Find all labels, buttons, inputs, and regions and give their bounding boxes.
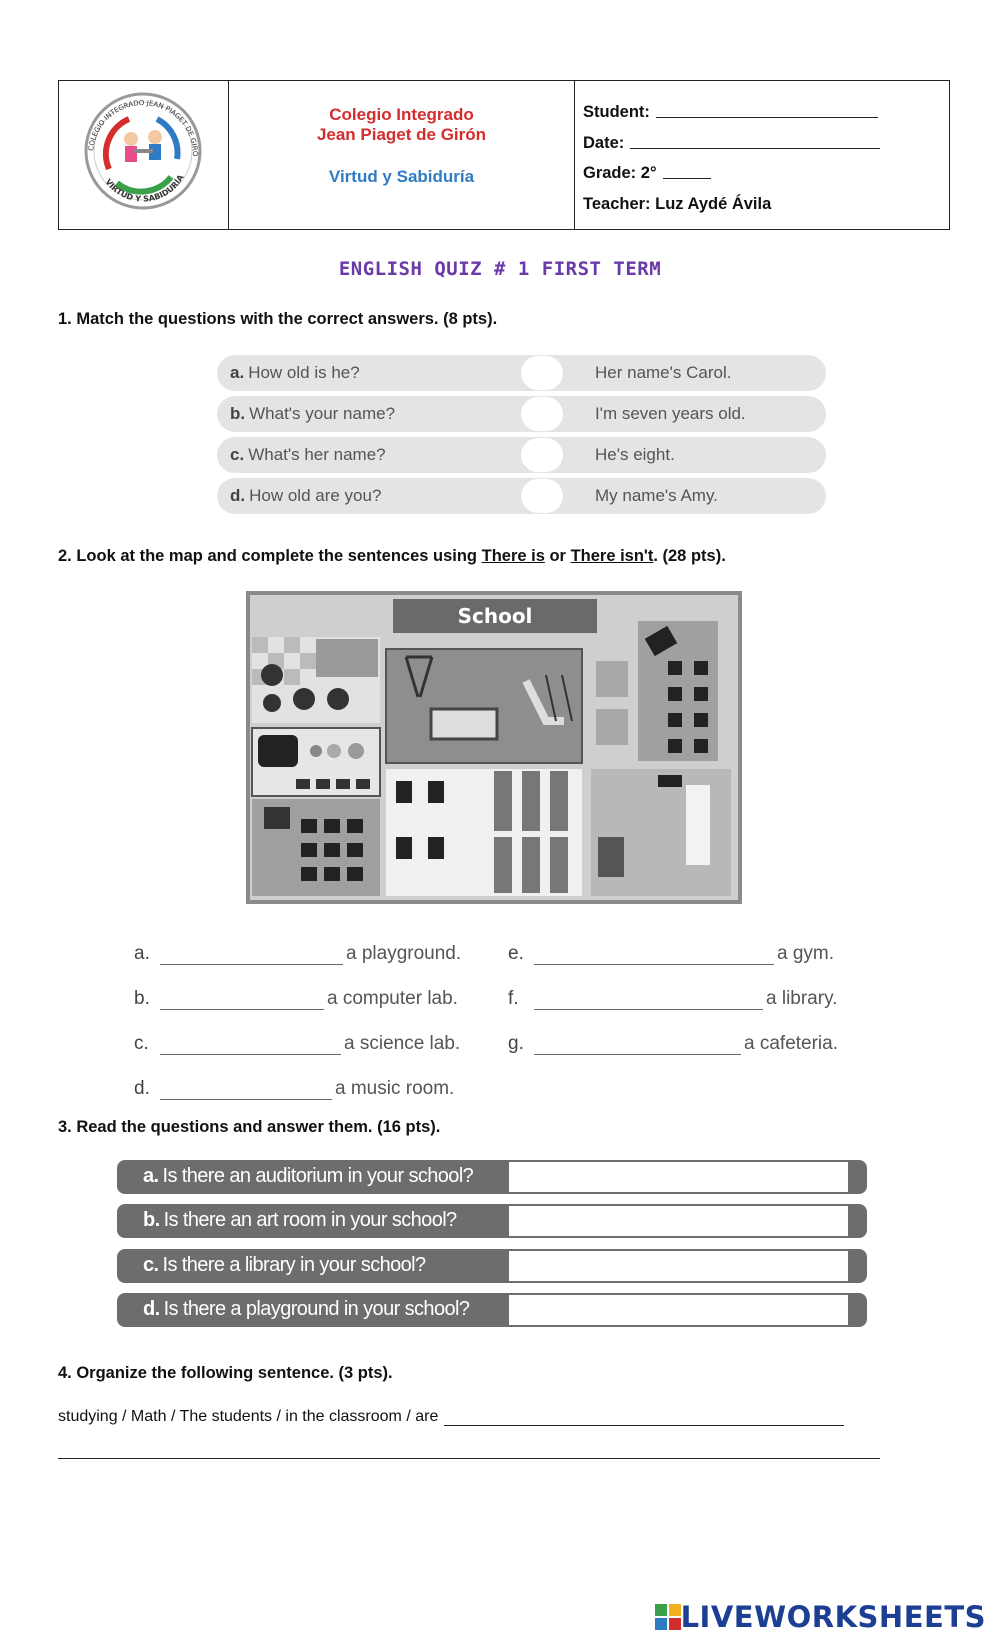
section2-title-post: . (28 pts). xyxy=(653,547,726,565)
fill-text: a playground. xyxy=(346,943,462,964)
school-name-line1: Colegio Integrado xyxy=(329,105,474,124)
fill-text: a gym. xyxy=(777,943,835,964)
match-letter: d. xyxy=(230,486,246,505)
match-letter: c. xyxy=(230,445,245,464)
match-question: How old are you? xyxy=(249,486,382,505)
fill-text: a cafeteria. xyxy=(744,1033,838,1054)
liveworksheets-icon xyxy=(655,1604,681,1630)
fill-blank[interactable] xyxy=(534,947,774,965)
school-motto: Virtud y Sabiduría xyxy=(328,167,475,186)
match-answer-slot[interactable] xyxy=(521,356,563,390)
answer-input[interactable] xyxy=(509,1162,848,1192)
school-map xyxy=(246,591,742,904)
map-classroom-right xyxy=(638,621,718,761)
student-label: Student: xyxy=(583,103,650,121)
match-row xyxy=(217,437,826,473)
answer-row xyxy=(117,1160,867,1194)
match-letter: b. xyxy=(230,404,246,423)
fill-letter: c. xyxy=(134,1033,149,1054)
fill-text: a computer lab. xyxy=(327,988,458,1009)
match-question: What's her name? xyxy=(248,445,386,464)
answer-input[interactable] xyxy=(509,1295,848,1325)
fill-item xyxy=(134,1033,460,1055)
map-music-room xyxy=(252,728,380,796)
map-playground xyxy=(386,649,582,763)
school-name-cell xyxy=(229,81,575,229)
fill-letter: d. xyxy=(134,1078,150,1099)
organize-answer-line[interactable] xyxy=(444,1412,844,1426)
logo-text-bottom: VIRTUD Y SABIDURÍA xyxy=(103,173,186,204)
map-title: School xyxy=(457,604,533,628)
fill-letter: f. xyxy=(508,988,519,1009)
answer-row xyxy=(117,1249,867,1283)
match-row xyxy=(217,355,826,391)
fill-blank[interactable] xyxy=(160,947,343,965)
answer-input[interactable] xyxy=(509,1251,848,1281)
logo-text-top: COLEGIO INTEGRADO JEAN PIAGET DE GIRÓ xyxy=(87,98,200,157)
fill-item xyxy=(134,1078,454,1100)
answer-question: Is there an auditorium in your school? xyxy=(162,1165,474,1187)
fill-letter: a. xyxy=(134,943,150,964)
map-library xyxy=(386,769,582,896)
section1-title: 1. Match the questions with the correct answers. (8 pts). xyxy=(58,310,498,328)
map-cafeteria xyxy=(252,637,380,723)
answer-row xyxy=(117,1293,867,1327)
fill-letter: e. xyxy=(508,943,524,964)
fill-item xyxy=(134,988,458,1010)
fill-letter: g. xyxy=(508,1033,524,1054)
match-question: What's your name? xyxy=(249,404,396,423)
match-letter: a. xyxy=(230,363,245,382)
match-answer: I'm seven years old. xyxy=(595,404,746,423)
organize-row xyxy=(58,1408,844,1426)
match-question: How old is he? xyxy=(248,363,360,382)
student-field[interactable] xyxy=(656,103,878,118)
match-answer-slot[interactable] xyxy=(521,479,563,513)
answer-letter: d. xyxy=(143,1298,160,1320)
answer-question: Is there a library in your school? xyxy=(162,1254,426,1276)
match-answer: He's eight. xyxy=(595,445,675,464)
organize-sentence: studying / Math / The students / in the classroom / are xyxy=(58,1408,439,1425)
section4-title: 4. Organize the following sentence. (3 pts). xyxy=(58,1364,393,1382)
liveworksheets-logo xyxy=(655,1600,986,1634)
fill-letter: b. xyxy=(134,988,150,1009)
fill-item xyxy=(134,943,461,965)
fill-blank[interactable] xyxy=(160,1082,332,1100)
fill-blank[interactable] xyxy=(534,992,763,1010)
match-answer-slot[interactable] xyxy=(521,438,563,472)
date-field[interactable] xyxy=(630,134,880,149)
student-info-cell xyxy=(575,81,949,229)
answer-question: Is there a playground in your school? xyxy=(163,1298,470,1320)
fill-text: a library. xyxy=(766,988,838,1009)
fill-text: a science lab. xyxy=(344,1033,461,1054)
answer-input[interactable] xyxy=(509,1206,848,1236)
fill-item xyxy=(508,1033,838,1055)
section3-title: 3. Read the questions and answer them. (16 pts). xyxy=(58,1118,441,1136)
answer-question: Is there an art room in your school? xyxy=(163,1209,457,1231)
map-science-lab xyxy=(591,769,731,896)
grade-field[interactable] xyxy=(663,164,711,179)
match-row xyxy=(217,396,826,432)
section2-title-there-isnt: There isn't xyxy=(570,547,654,565)
match-answer: Her name's Carol. xyxy=(595,363,732,382)
section2-title xyxy=(58,547,726,566)
answer-letter: a. xyxy=(143,1165,159,1187)
answer-letter: b. xyxy=(143,1209,160,1231)
section2-title-pre: 2. Look at the map and complete the sentences using xyxy=(58,547,482,565)
fill-blank[interactable] xyxy=(160,1037,341,1055)
section2-title-mid: or xyxy=(544,547,571,565)
grade-label: Grade: 2° xyxy=(583,164,657,182)
fill-item xyxy=(508,988,837,1010)
answer-row xyxy=(117,1204,867,1238)
school-logo xyxy=(59,81,227,229)
teacher-label: Teacher: Luz Aydé Ávila xyxy=(583,194,772,213)
answer-letter: c. xyxy=(143,1254,159,1276)
date-label: Date: xyxy=(583,133,625,152)
fill-blank[interactable] xyxy=(534,1037,741,1055)
quiz-title: ENGLISH QUIZ # 1 FIRST TERM xyxy=(338,258,662,280)
organize-answer-line-2[interactable] xyxy=(58,1458,880,1459)
section2-title-there-is: There is xyxy=(481,547,545,565)
match-answer-slot[interactable] xyxy=(521,397,563,431)
liveworksheets-brand: LIVEWORKSHEETS xyxy=(680,1600,986,1634)
fill-item xyxy=(508,943,834,965)
fill-blank[interactable] xyxy=(160,992,324,1010)
school-logo-cell xyxy=(59,81,229,229)
fill-text: a music room. xyxy=(335,1078,455,1099)
match-answer: My name's Amy. xyxy=(595,486,718,505)
map-classroom-left xyxy=(252,799,380,896)
school-name-line2: Jean Piaget de Girón xyxy=(316,125,487,144)
match-row xyxy=(217,478,826,514)
header-table xyxy=(58,80,950,230)
